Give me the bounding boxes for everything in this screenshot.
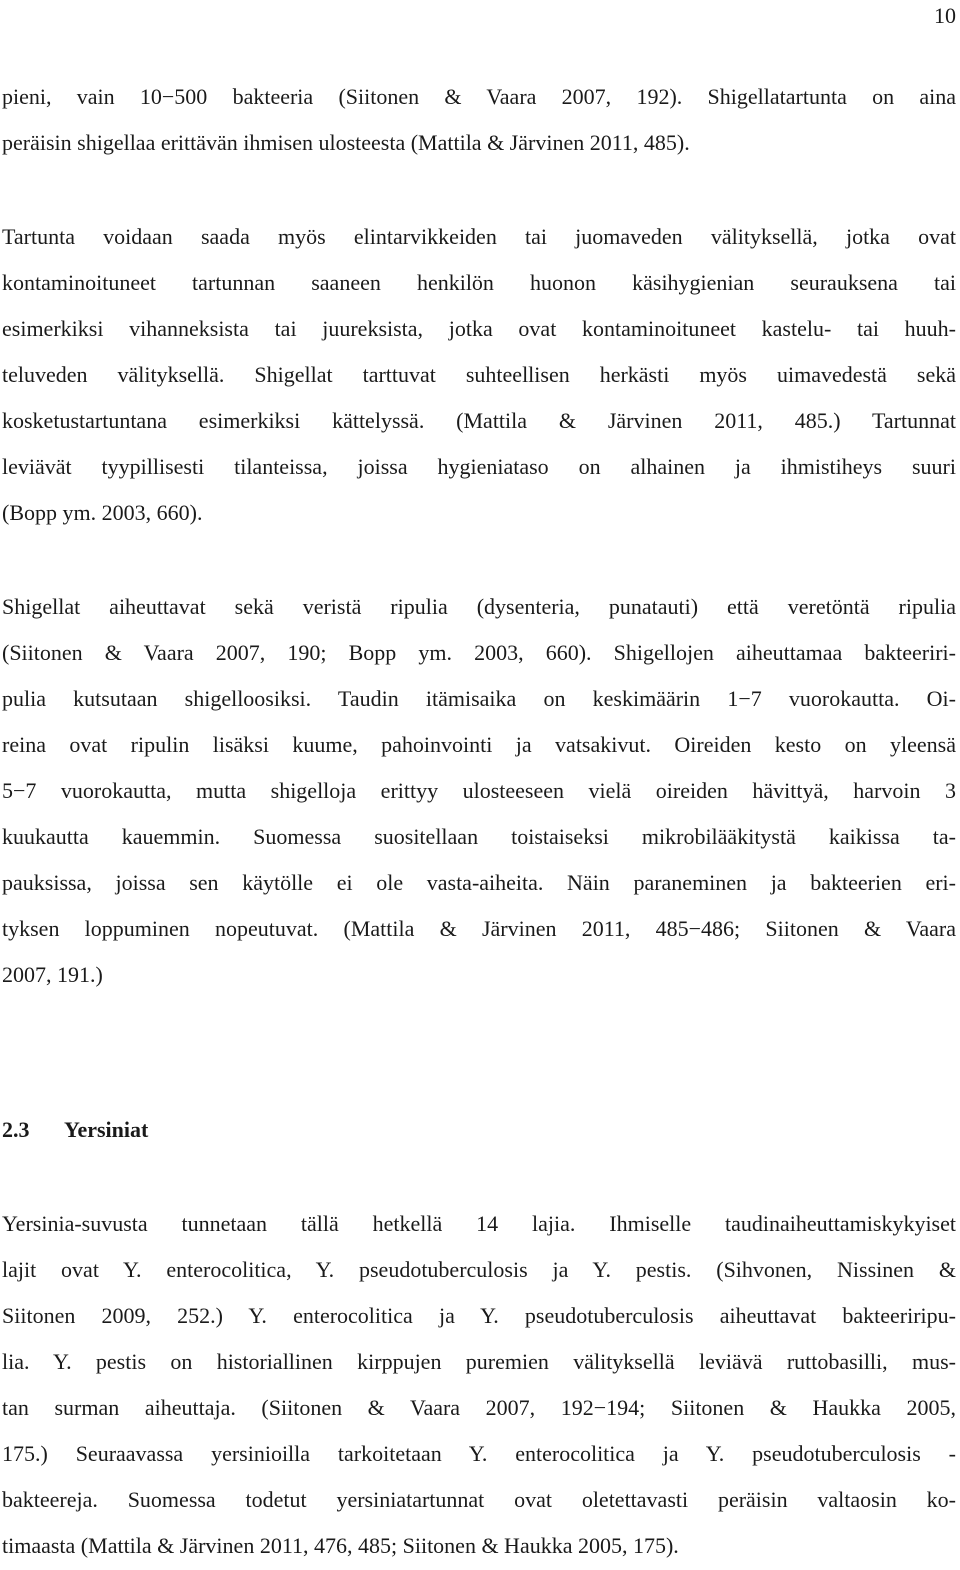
text-line: Yersinia-suvusta tunnetaan tällä hetkellä 14 lajia. Ihmiselle taudinaiheuttamiskykyiset (2, 1211, 956, 1236)
text-line: pauksissa, joissa sen käytölle ei ole vasta-aiheita. Näin paraneminen ja bakteerien eri- (2, 870, 956, 895)
text-line: (Siitonen & Vaara 2007, 190; Bopp ym. 2003, 660). Shigellojen aiheuttamaa bakteeriri- (2, 640, 956, 665)
text-line: pieni, vain 10−500 bakteeria (Siitonen & Vaara 2007, 192). Shigellatartunta on aina (2, 84, 956, 109)
section-number: 2.3 (2, 1117, 30, 1142)
text-line: Shigellat aiheuttavat sekä veristä ripulia (dysenteria, punatauti) että veretöntä ripulia (2, 594, 956, 619)
text-line: kuukautta kauemmin. Suomessa suositellaan toistaiseksi mikrobilääkitystä kaikissa ta- (2, 824, 956, 849)
text-line: kosketustartuntana esimerkiksi kättelyssä. (Mattila & Järvinen 2011, 485.) Tartunnat (2, 408, 956, 433)
text-line: 5−7 vuorokautta, mutta shigelloja erittyy ulosteeseen vielä oireiden hävittyä, harvoin 3 (2, 778, 956, 803)
text-line: reina ovat ripulin lisäksi kuume, pahoinvointi ja vatsakivut. Oireiden kesto on yleensä (2, 732, 956, 757)
section-title: Yersiniat (64, 1117, 149, 1142)
text-line: tyksen loppuminen nopeutuvat. (Mattila & Järvinen 2011, 485−486; Siitonen & Vaara (2, 916, 956, 941)
text-line: esimerkiksi vihanneksista tai juureksista, jotka ovat kontaminoituneet kastelu- tai huuh- (2, 316, 956, 341)
text-line: 175.) Seuraavassa yersinioilla tarkoitetaan Y. enterocolitica ja Y. pseudotuberculosis - (2, 1441, 956, 1466)
text-line: timaasta (Mattila & Järvinen 2011, 476, 485; Siitonen & Haukka 2005, 175). (2, 1533, 679, 1558)
text-line: (Bopp ym. 2003, 660). (2, 500, 203, 525)
text-line: tan surman aiheuttaja. (Siitonen & Vaara 2007, 192−194; Siitonen & Haukka 2005, (2, 1395, 956, 1420)
text-line: 2007, 191.) (2, 962, 103, 987)
text-line: leviävät tyypillisesti tilanteissa, joissa hygieniataso on alhainen ja ihmistiheys suuri (2, 454, 956, 479)
text-line: lia. Y. pestis on historiallinen kirppujen puremien välityksellä leviävä ruttobasilli, mus- (2, 1349, 956, 1374)
text-line: bakteereja. Suomessa todetut yersiniatartunnat ovat oletettavasti peräisin valtaosin ko- (2, 1487, 956, 1512)
text-line: peräisin shigellaa erittävän ihmisen ulosteesta (Mattila & Järvinen 2011, 485). (2, 130, 690, 155)
text-line: kontaminoituneet tartunnan saaneen henkilön huonon käsihygienian seurauksena tai (2, 270, 956, 295)
text-line: pulia kutsutaan shigelloosiksi. Taudin itämisaika on keskimäärin 1−7 vuorokautta. Oi- (2, 686, 956, 711)
section-heading (2, 1115, 148, 1145)
text-line: Siitonen 2009, 252.) Y. enterocolitica ja Y. pseudotuberculosis aiheuttavat bakteeriripu- (2, 1303, 956, 1328)
text-line: Tartunta voidaan saada myös elintarvikkeiden tai juomaveden välityksellä, jotka ovat (2, 224, 956, 249)
page-number: 10 (934, 3, 956, 28)
text-line: lajit ovat Y. enterocolitica, Y. pseudotuberculosis ja Y. pestis. (Sihvonen, Nissinen & (2, 1257, 956, 1282)
text-line: teluveden välityksellä. Shigellat tarttuvat suhteellisen herkästi myös uimavedestä sekä (2, 362, 956, 387)
